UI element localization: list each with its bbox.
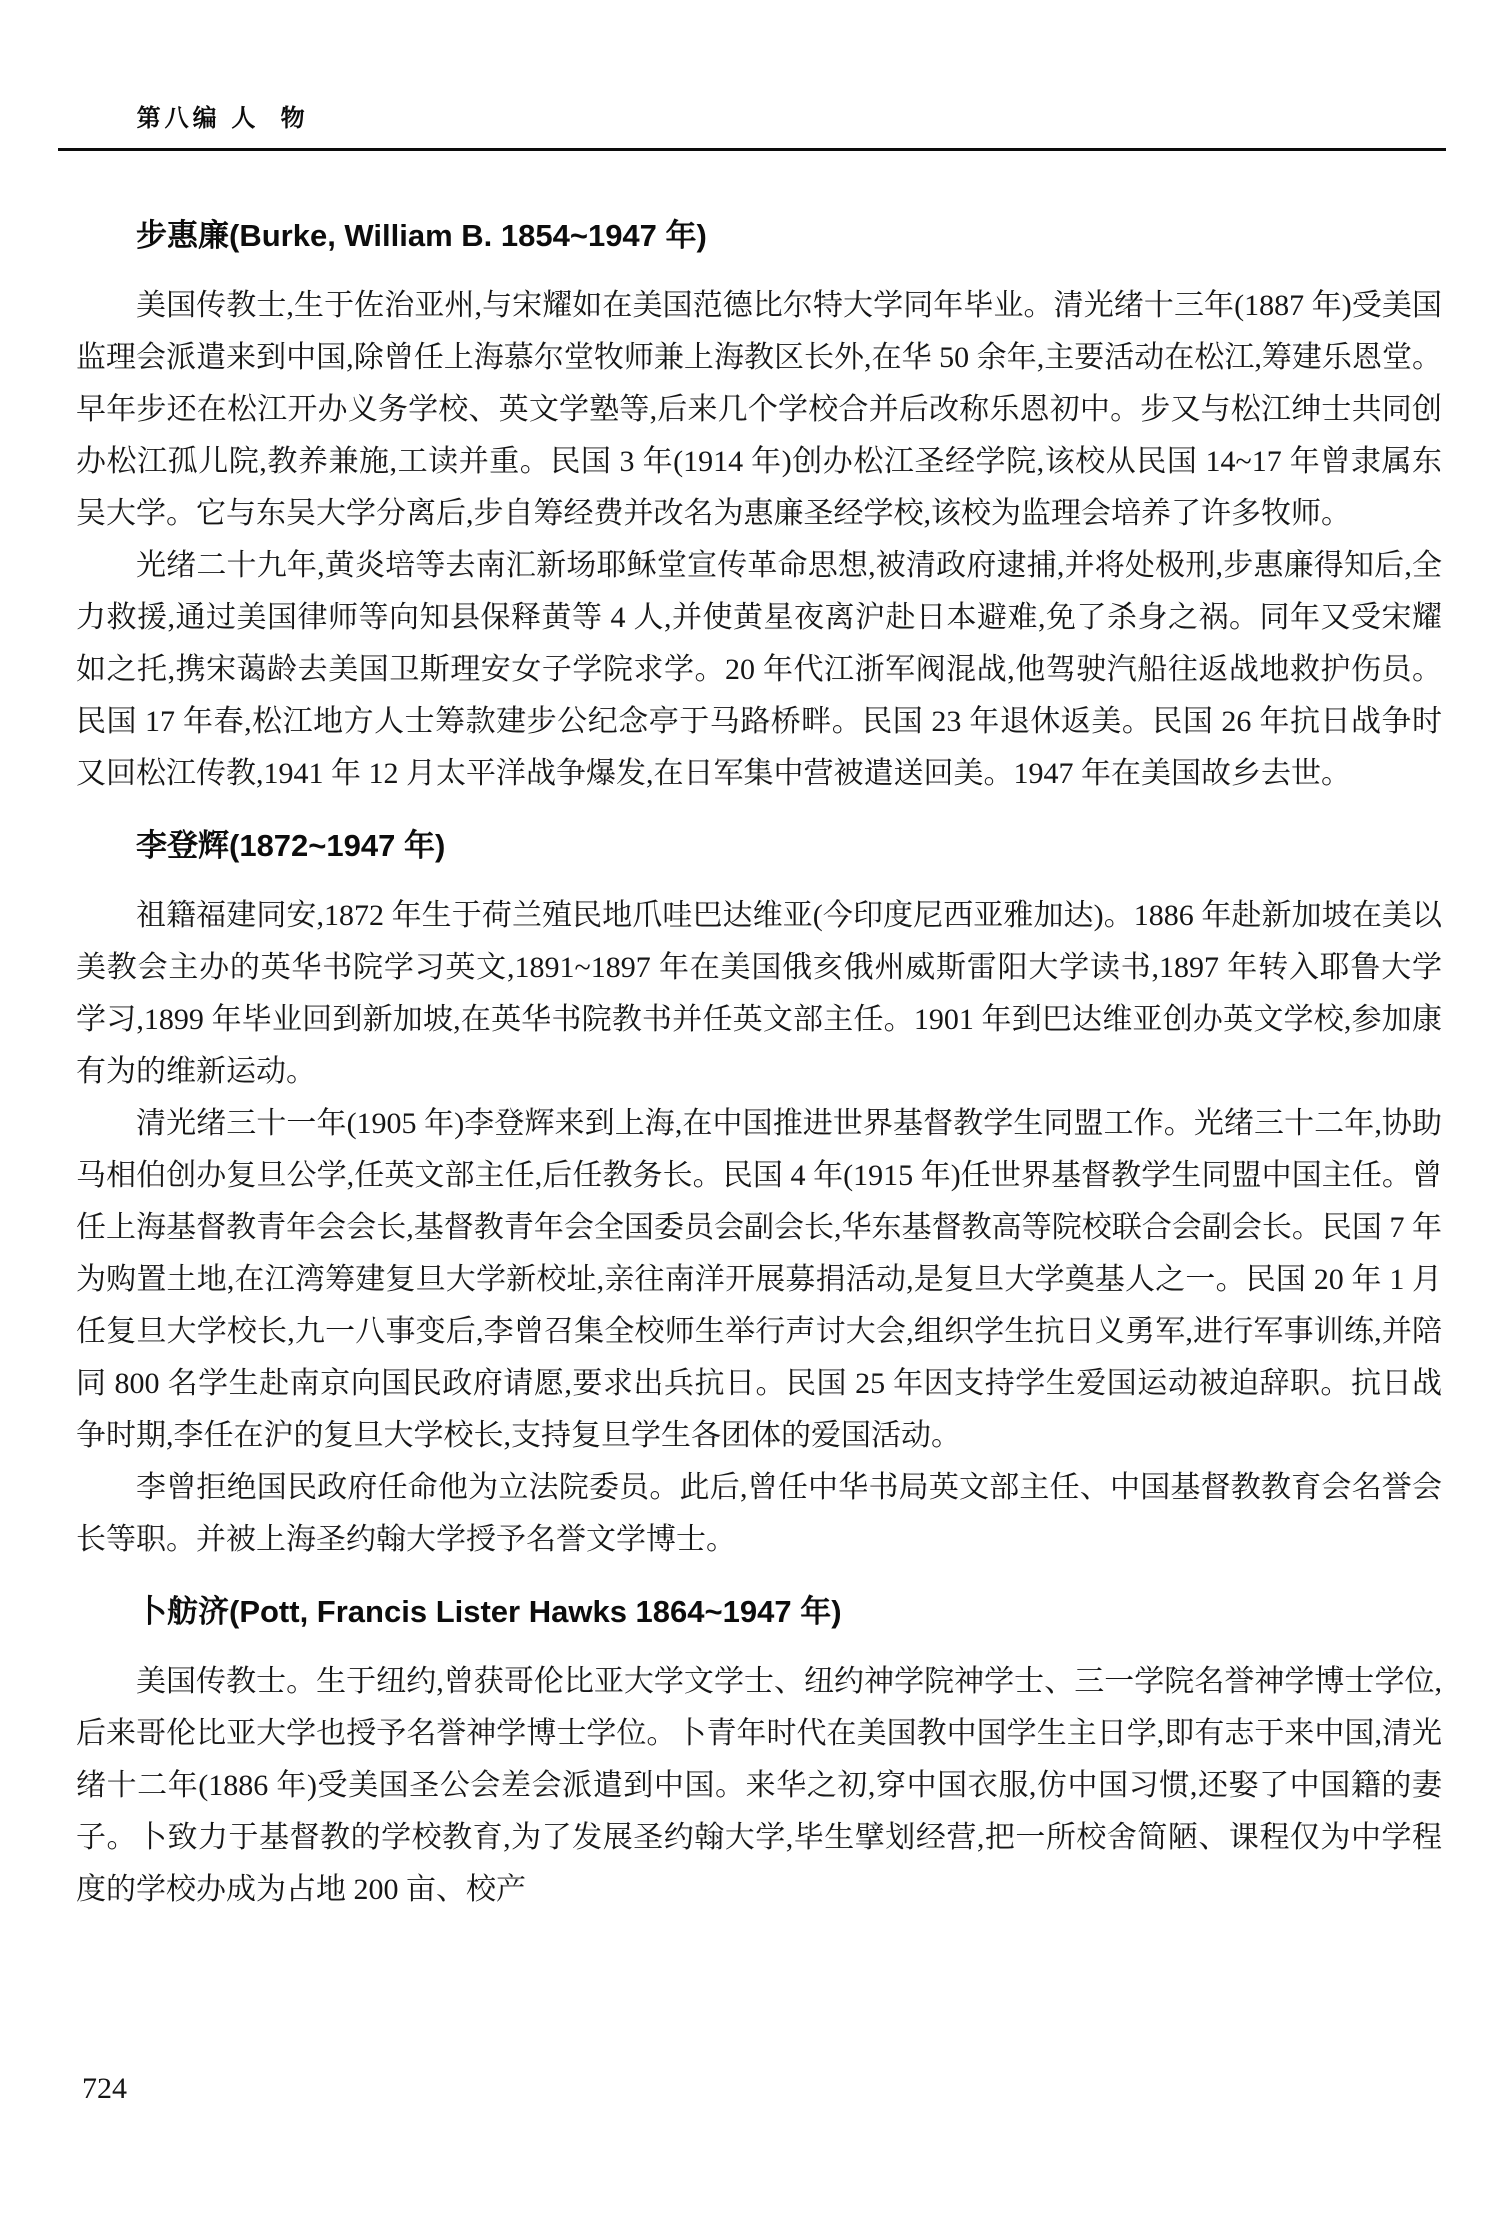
entry-heading-pott: 卜舫济(Pott, Francis Lister Hawks 1864~1947 年)	[136, 1594, 842, 1629]
entry-heading-li-denghui: 李登辉(1872~1947 年)	[136, 828, 446, 863]
header-rule	[58, 148, 1446, 151]
page-content	[76, 198, 1442, 1916]
page-number: 724	[82, 2072, 127, 2105]
entry-paragraph: 李曾拒绝国民政府任命他为立法院委员。此后,曾任中华书局英文部主任、中国基督教教育会名誉会长等职。并被上海圣约翰大学授予名誉文学博士。	[76, 1471, 1442, 1556]
section-label: 第八编 人 物	[136, 105, 309, 132]
entry-paragraph: 美国传教士,生于佐治亚州,与宋耀如在美国范德比尔特大学同年毕业。清光绪十三年(1887 年)受美国监理会派遣来到中国,除曾任上海慕尔堂牧师兼上海教区长外,在华 50 余年,主要活动在松江,筹建乐恩堂。早年步还在松江开办义务学校、英文学塾等,后来几个学校合并后改称乐恩初中。步又与松江绅士共同创办松江孤儿院,教养兼施,工读并重。民国 3 年(1914 年)创办松江圣经学院,该校从民国 14~17 年曾隶属东吴大学。它与东吴大学分离后,步自筹经费并改名为惠廉圣经学校,该校为监理会培养了许多牧师。	[76, 289, 1442, 530]
entry-paragraph: 清光绪三十一年(1905 年)李登辉来到上海,在中国推进世界基督教学生同盟工作。光绪三十二年,协助马相伯创办复旦公学,任英文部主任,后任教务长。民国 4 年(1915 年)任世界基督教学生同盟中国主任。曾任上海基督教青年会会长,基督教青年会全国委员会副会长,华东基督教高等院校联合会副会长。民国 7 年为购置土地,在江湾筹建复旦大学新校址,亲往南洋开展募捐活动,是复旦大学奠基人之一。民国 20 年 1 月任复旦大学校长,九一八事变后,李曾召集全校师生举行声讨大会,组织学生抗日义勇军,进行军事训练,并陪同 800 名学生赴南京向国民政府请愿,要求出兵抗日。民国 25 年因支持学生爱国运动被迫辞职。抗日战争时期,李任在沪的复旦大学校长,支持复旦学生各团体的爱国活动。	[76, 1107, 1442, 1452]
entry-paragraph: 光绪二十九年,黄炎培等去南汇新场耶稣堂宣传革命思想,被清政府逮捕,并将处极刑,步惠廉得知后,全力救援,通过美国律师等向知县保释黄等 4 人,并使黄星夜离沪赴日本避难,免了杀身之祸。同年又受宋耀如之托,携宋蔼龄去美国卫斯理安女子学院求学。20 年代江浙军阀混战,他驾驶汽船往返战地救护伤员。民国 17 年春,松江地方人士筹款建步公纪念亭于马路桥畔。民国 23 年退休返美。民国 26 年抗日战争时又回松江传教,1941 年 12 月太平洋战争爆发,在日军集中营被遣送回美。1947 年在美国故乡去世。	[76, 549, 1442, 790]
entry-paragraph: 美国传教士。生于纽约,曾获哥伦比亚大学文学士、纽约神学院神学士、三一学院名誉神学博士学位,后来哥伦比亚大学也授予名誉神学博士学位。卜青年时代在美国教中国学生主日学,即有志于来中国,清光绪十二年(1886 年)受美国圣公会差会派遣到中国。来华之初,穿中国衣服,仿中国习惯,还娶了中国籍的妻子。卜致力于基督教的学校教育,为了发展圣约翰大学,毕生擘划经营,把一所校舍简陋、课程仅为中学程度的学校办成为占地 200 亩、校产	[76, 1665, 1442, 1906]
entry-paragraph: 祖籍福建同安,1872 年生于荷兰殖民地爪哇巴达维亚(今印度尼西亚雅加达)。1886 年赴新加坡在美以美教会主办的英华书院学习英文,1891~1897 年在美国俄亥俄州威斯雷阳大学读书,1897 年转入耶鲁大学学习,1899 年毕业回到新加坡,在英华书院教书并任英文部主任。1901 年到巴达维亚创办英文学校,参加康有为的维新运动。	[76, 899, 1442, 1088]
entry-heading-burke: 步惠廉(Burke, William B. 1854~1947 年)	[136, 218, 707, 253]
